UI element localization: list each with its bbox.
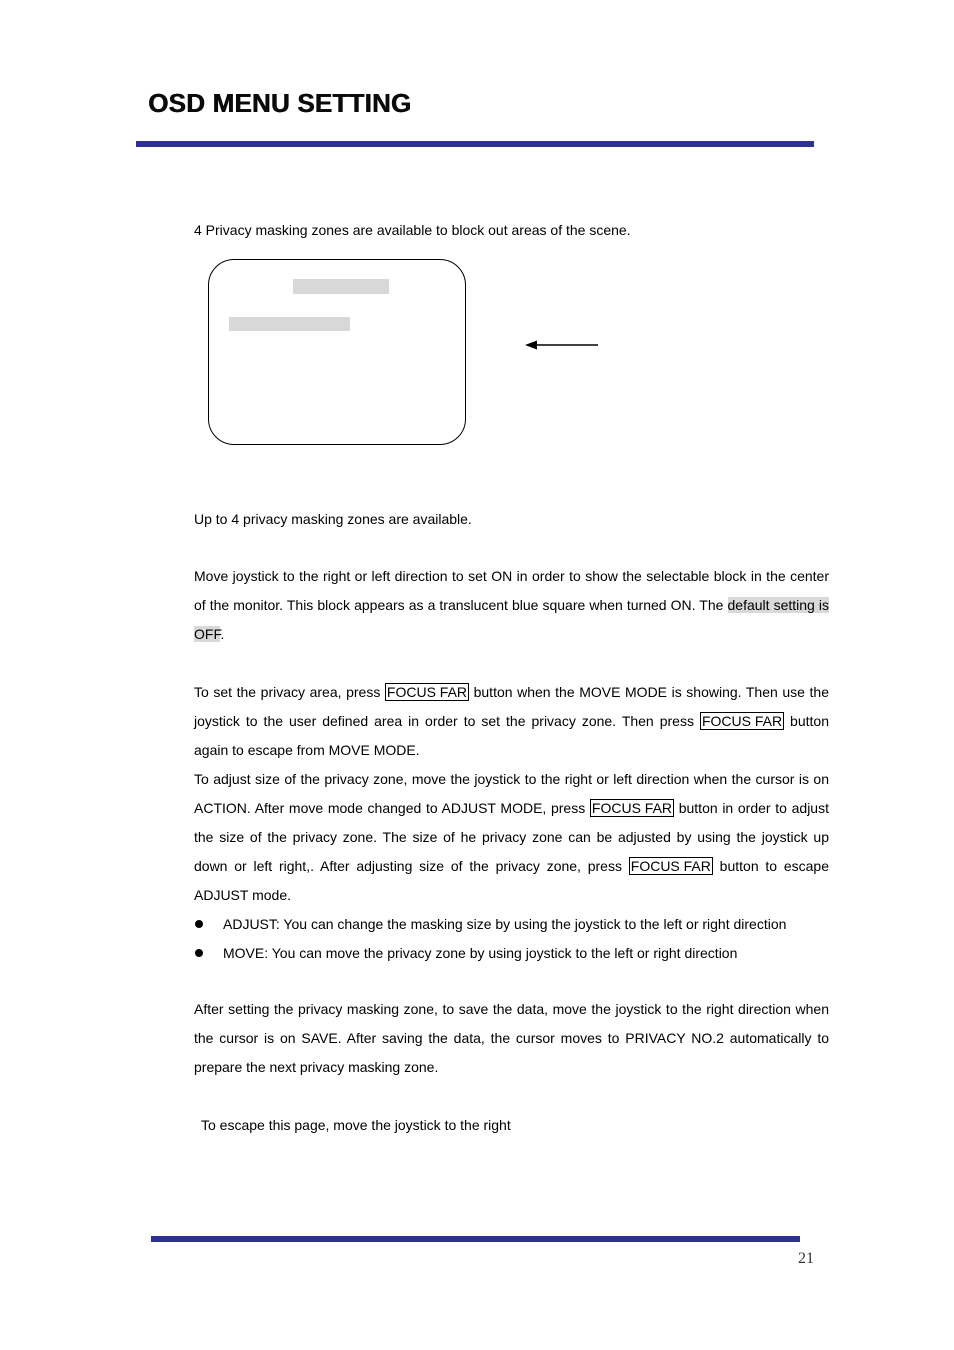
default-setting-highlight: default setting is OFF [194,597,830,642]
footer-rule [151,1236,800,1242]
section-save [194,995,829,1082]
bullet-icon [195,920,203,928]
osd-menu-item-bar [229,317,350,331]
page-number: 21 [798,1250,814,1267]
focus-far-key: FOCUS FAR [630,858,711,874]
focus-far-key: FOCUS FAR [701,713,783,729]
paragraph-move-mode [194,678,829,765]
bullet-icon [195,949,203,957]
bullet-list [194,910,829,968]
text-run: Move joystick to the right or left direction to set ON in order to show the selectable block in the center of the monitor. This block appears as a translucent blue square when turned ON. The [194,568,829,613]
page-title: OSD MENU SETTING [148,88,412,118]
focus-far-key: FOCUS FAR [591,800,673,816]
text-run: button to escape ADJUST mode. [194,858,829,903]
header-rule [136,141,814,147]
section-zones [194,505,829,534]
text-run: To set the privacy area, press [194,684,385,700]
text-run: . [220,626,225,642]
section-escape [201,1111,836,1140]
list-item [194,939,829,968]
text-run: To adjust size of the privacy zone, move the joystick to the right or left direction when the cursor is on ACTION. After move mode changed to ADJUST MODE, press [194,771,829,816]
text-run: button when the MOVE MODE is showing. Then use the joystick to the user defined area in order to set the privacy zone. Then press [194,684,829,729]
paragraph-adjust-mode [194,765,829,910]
paragraph-on-off [194,562,829,649]
bullet-text: ADJUST: You can change the masking size by using the joystick to the left or right direction [223,916,787,932]
text-run: button again to escape from MOVE MODE. [194,713,829,758]
arrow-left-icon [524,337,600,353]
section-on-off [194,562,829,649]
paragraph-escape: To escape this page, move the joystick to the right [201,1117,511,1133]
focus-far-key: FOCUS FAR [386,684,468,700]
bullet-text: MOVE: You can move the privacy zone by using joystick to the left or right direction [223,945,738,961]
osd-menu-title-bar [293,279,389,294]
paragraph-zones: Up to 4 privacy masking zones are available. [194,511,472,527]
section-move-adjust [194,678,829,968]
paragraph-save: After setting the privacy masking zone, to save the data, move the joystick to the right direction when the cursor is on SAVE. After saving the data, the cursor moves to PRIVACY NO.2 automatically to prepare the next privacy masking zone. [194,1001,829,1075]
osd-screen-illustration [208,259,466,445]
list-item [194,910,829,939]
text-run: button in order to adjust the size of the privacy zone. The size of he privacy zone can be adjusted by using the joystick up down or left right,. After adjusting size of the privacy zone, press [194,800,829,874]
intro-text: 4 Privacy masking zones are available to block out areas of the scene. [194,222,631,238]
